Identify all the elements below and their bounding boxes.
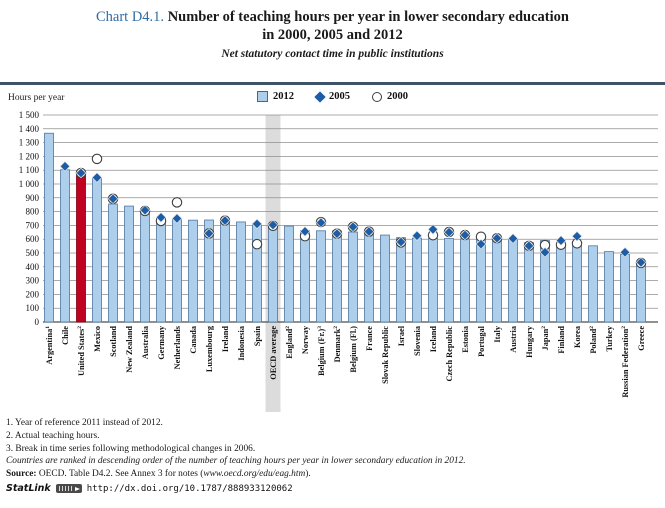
y-tick-label: 1 500 (18, 110, 39, 120)
x-label-Poland: Poland$^2$ (589, 326, 598, 354)
x-label-Denmark: Denmark$^2$ (333, 326, 342, 363)
bar-Austria (509, 240, 518, 322)
x-label-Canada: Canada (189, 326, 198, 354)
footnote: 1. Year of reference 2011 instead of 2012. (6, 418, 163, 428)
bar-England (285, 226, 294, 322)
y-tick-label: 1 100 (18, 165, 39, 176)
legend-item-2012 (257, 91, 294, 102)
x-label-Turkey: Turkey (605, 326, 614, 352)
x-label-Estonia: Estonia (461, 326, 470, 353)
bar-Czech Republic (445, 239, 454, 322)
bar-Germany (157, 218, 166, 322)
y-tick-label: 1 000 (18, 179, 39, 189)
marker-2000-Spain (252, 239, 261, 248)
bar-Scotland (109, 204, 118, 322)
bar-Iceland (429, 238, 438, 322)
bar-Australia (141, 210, 150, 322)
footnote: 2. Actual teaching hours. (6, 430, 100, 441)
x-label-Ireland: Ireland (221, 326, 230, 353)
bar-Denmark (333, 231, 342, 322)
x-label-Mexico: Mexico (93, 326, 102, 352)
bar-Greece (637, 265, 646, 322)
x-label-Japan: Japan$^2$ (541, 326, 550, 351)
bar-Poland (589, 246, 598, 322)
bar-Mexico (93, 178, 102, 322)
legend-item-2000 (372, 91, 408, 102)
x-label-Luxembourg: Luxembourg (205, 326, 214, 373)
bar-Slovenia (413, 238, 422, 322)
bar-Belgium (Fl.) (349, 232, 358, 322)
x-label-Belgium (Fr.): Belgium $(Fr.)^3$ (317, 326, 326, 376)
ranking-note: Countries are ranked in descending order of the number of teaching hours per year in lower secondary education in 2012. (6, 456, 466, 467)
x-label-Russian Federation: Russian Federation$^2$ (621, 326, 630, 398)
bar-Argentina (45, 133, 54, 322)
x-label-Slovak Republic: Slovak Republic (381, 326, 390, 384)
y-tick-label: 700 (25, 220, 39, 231)
title-text: Number of teaching hours per year in lower secondary education (167, 9, 569, 25)
x-label-United States: United States$^2$ (77, 326, 86, 376)
y-tick-label: 600 (25, 234, 39, 245)
chart-number-label: Chart D4.1. (96, 9, 165, 25)
bar-Italy (493, 239, 502, 322)
x-label-England: England$^2$ (285, 326, 294, 359)
bar-Portugal (477, 239, 486, 322)
x-label-Austria: Austria (509, 326, 518, 353)
x-label-Norway: Norway (301, 326, 310, 355)
x-label-Argentina: Argentina$^1$ (45, 326, 54, 365)
bar-Turkey (605, 252, 614, 322)
bar-Canada (189, 220, 198, 322)
marker-2000-Mexico (92, 154, 101, 163)
x-label-New Zealand: New Zealand (125, 326, 134, 373)
bar-Indonesia (237, 222, 246, 322)
x-label-Czech Republic: Czech Republic (445, 326, 454, 382)
diamond-legend-icon (314, 91, 325, 102)
source-url[interactable]: www.oecd.org/edu/eag.htm (203, 469, 306, 480)
x-label-Korea: Korea (573, 326, 582, 348)
y-tick-label: 300 (25, 275, 39, 286)
y-tick-label: 900 (25, 192, 39, 203)
bar-Chile (61, 170, 70, 322)
y-tick-label: 1 400 (18, 123, 39, 134)
x-label-Greece: Greece (637, 326, 646, 351)
page-title (0, 8, 665, 26)
chart-subtitle: Net statutory contact time in public institutions (221, 48, 444, 60)
bar-Belgium (Fr.) (317, 231, 326, 322)
x-label-France: France (365, 326, 374, 351)
marker-2000-Netherlands (172, 198, 181, 207)
x-label-Hungary: Hungary (525, 326, 534, 358)
y-tick-label: 200 (25, 289, 39, 300)
x-label-Slovenia: Slovenia (413, 326, 422, 356)
x-label-Netherlands: Netherlands (173, 326, 182, 370)
square-legend-icon (257, 91, 268, 102)
x-label-Spain: Spain (253, 326, 262, 347)
header-divider (0, 82, 665, 85)
source-label: Source: (6, 469, 37, 480)
y-tick-label: 800 (25, 206, 39, 217)
y-tick-label: 1 200 (18, 151, 39, 162)
bar-Norway (301, 231, 310, 322)
bar-Slovak Republic (381, 235, 390, 322)
bar-Netherlands (173, 219, 182, 323)
y-tick-label: 400 (25, 261, 39, 272)
y-tick-label: 0 (34, 317, 39, 327)
x-label-Israel: Israel (397, 326, 406, 347)
bar-Finland (557, 246, 566, 322)
bar-OECD average (269, 226, 278, 322)
source-line (6, 468, 661, 481)
statlink-url[interactable]: http://dx.doi.org/10.1787/888933120062 (86, 483, 293, 494)
source-text-end: ). (305, 469, 311, 480)
legend-label: 2000 (387, 91, 408, 102)
x-label-Australia: Australia (141, 326, 150, 360)
x-label-Scotland: Scotland (109, 326, 118, 357)
statlink-row (6, 483, 293, 494)
chart-header (0, 8, 665, 60)
bar-Hungary (525, 243, 534, 322)
statlink-label: StatLink (6, 483, 51, 494)
x-label-Chile: Chile (61, 326, 70, 345)
bar-Ireland (221, 221, 230, 322)
footnotes-block (6, 417, 661, 481)
bar-Korea (573, 244, 582, 322)
x-label-Germany: Germany (157, 326, 166, 360)
x-label-Iceland: Iceland (429, 326, 438, 353)
title-line2: in 2000, 2005 and 2012 (262, 27, 403, 43)
bar-France (365, 233, 374, 322)
statlink-icon (56, 484, 82, 493)
chart-area (0, 110, 665, 415)
teaching-hours-chart (0, 110, 665, 415)
y-tick-label: 500 (25, 248, 39, 258)
x-label-Finland: Finland (557, 326, 566, 354)
y-tick-label: 1 300 (18, 137, 39, 148)
source-text: OECD. Table D4.2. See Annex 3 for notes ( (36, 469, 204, 480)
footnote: 3. Break in time series following methodological changes in 2006. (6, 443, 256, 454)
x-label-Portugal: Portugal (477, 326, 486, 357)
x-label-Belgium (Fl.): Belgium (Fl.) (349, 326, 358, 373)
bar-United States (77, 173, 86, 322)
legend-item-2005 (316, 91, 350, 102)
x-label-Italy: Italy (493, 326, 502, 343)
legend-label: 2005 (329, 91, 350, 102)
x-label-OECD average: OECD average (269, 326, 278, 380)
bar-Israel (397, 238, 406, 322)
bar-New Zealand (125, 206, 134, 322)
y-axis-unit-label: Hours per year (8, 93, 65, 103)
chart-legend (0, 91, 665, 102)
x-label-Indonesia: Indonesia (237, 326, 246, 361)
legend-label: 2012 (273, 91, 294, 102)
bar-Spain (253, 224, 262, 322)
bar-Estonia (461, 239, 470, 322)
circle-legend-icon (372, 92, 382, 102)
bar-Russian Federation (621, 254, 630, 322)
footnote-lines (6, 417, 661, 455)
y-tick-label: 100 (25, 303, 39, 314)
